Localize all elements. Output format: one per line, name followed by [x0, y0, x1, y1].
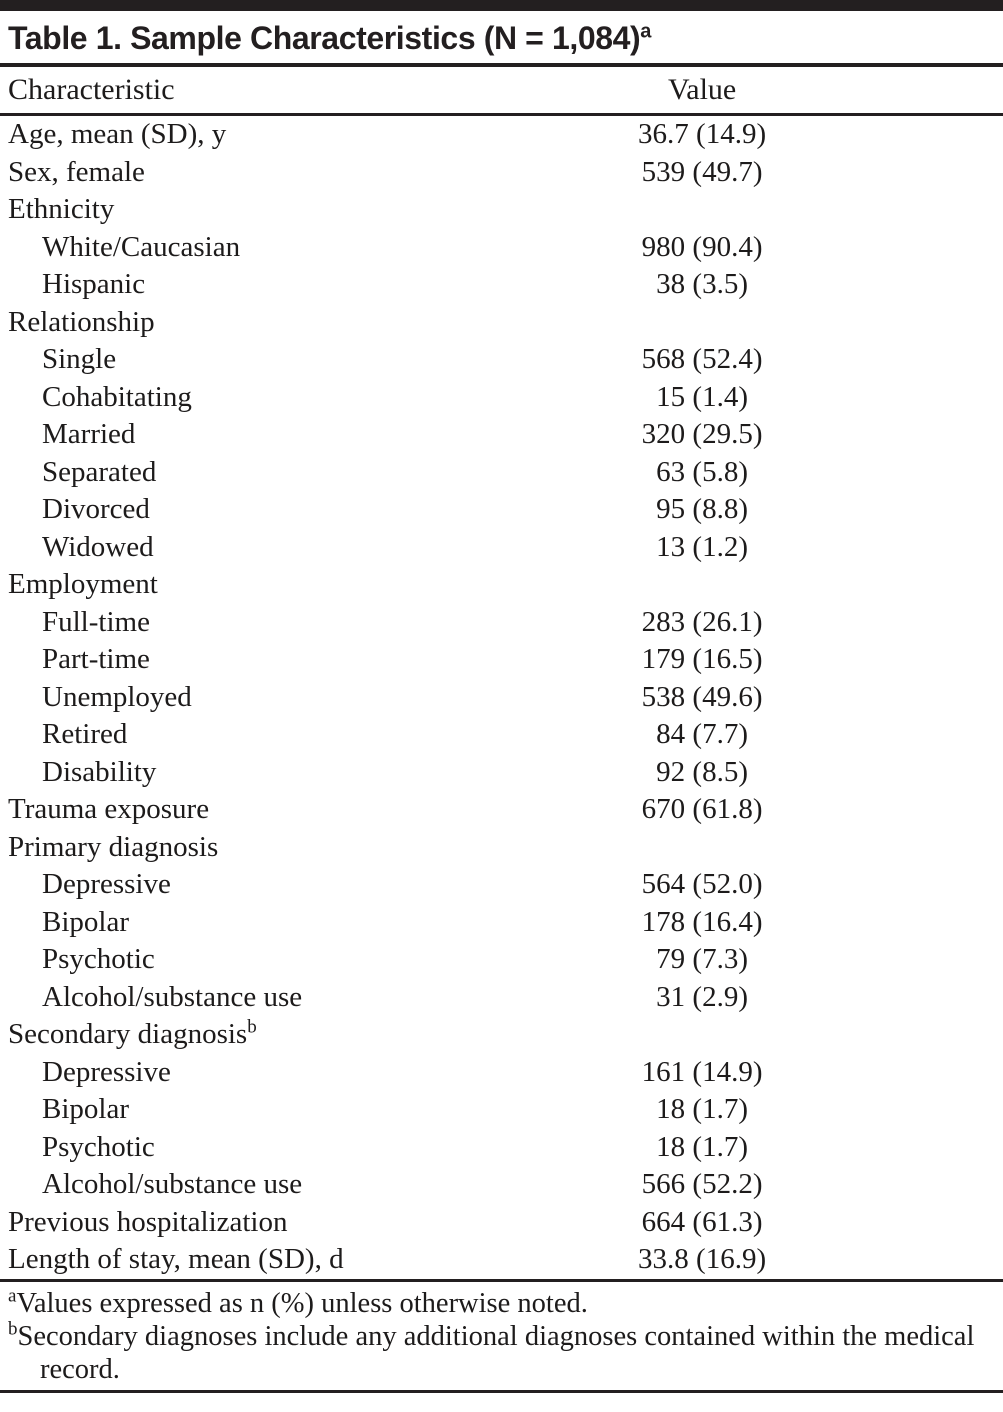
row-label: Unemployed	[42, 680, 192, 713]
row-label: Part-time	[42, 643, 150, 675]
table-row	[0, 1016, 1003, 1054]
row-label: Alcohol/substance use	[42, 980, 303, 1013]
row-label: Primary diagnosis	[8, 830, 219, 863]
row-label: White/Caucasian	[42, 230, 241, 263]
row-value: 63 (5.8)	[656, 455, 748, 488]
row-label: Cohabitating	[42, 380, 192, 413]
table-row	[0, 304, 1003, 342]
table-row	[0, 716, 1003, 754]
row-value: 18 (1.7)	[656, 1130, 748, 1163]
row-label: Hispanic	[42, 268, 146, 300]
row-label: Ethnicity	[8, 193, 115, 225]
row-label: Employment	[8, 568, 158, 600]
row-value: 92 (8.5)	[656, 755, 748, 788]
row-label: Alcohol/substance use	[42, 1168, 303, 1200]
divider-bottom	[0, 1390, 1003, 1393]
row-value: 161 (14.9)	[641, 1055, 763, 1088]
table-row	[0, 1204, 1003, 1242]
table-header	[0, 67, 1003, 113]
row-value: 564 (52.0)	[641, 868, 763, 900]
column-header-characteristic: Characteristic	[8, 73, 175, 106]
row-label: Bipolar	[42, 1093, 129, 1125]
table-row	[0, 866, 1003, 904]
row-label: Secondary diagnosis$^b$	[8, 1016, 257, 1050]
table-row	[0, 229, 1003, 267]
row-value: 568 (52.4)	[641, 343, 763, 375]
row-value: 15 (1.4)	[656, 380, 748, 413]
row-label: Full-time	[42, 605, 150, 638]
sample-characteristics-table	[0, 67, 1003, 113]
table-row	[0, 979, 1003, 1017]
row-value: 38 (3.5)	[656, 268, 748, 300]
table-row	[0, 641, 1003, 679]
sample-characteristics-body	[0, 116, 1003, 1279]
footnotes	[0, 1282, 1003, 1390]
table-row	[0, 904, 1003, 942]
row-label: Single	[42, 343, 117, 375]
table-row	[0, 1091, 1003, 1129]
footnote: $^a$Values expressed as n (%) unless otherwise noted.	[8, 1285, 588, 1319]
row-value: 670 (61.8)	[641, 793, 763, 825]
row-label: Divorced	[42, 493, 150, 525]
row-value	[401, 566, 1003, 604]
row-value: 179 (16.5)	[641, 643, 763, 675]
row-label: Previous hospitalization	[8, 1205, 288, 1238]
row-value: 539 (49.7)	[641, 155, 763, 188]
row-value: 178 (16.4)	[641, 905, 763, 938]
table-title-footnote-marker: a	[640, 20, 652, 43]
table-row	[0, 1241, 1003, 1279]
row-value: 33.8 (16.9)	[638, 1243, 767, 1275]
row-label-footnote-marker: b	[247, 1016, 257, 1038]
table-row	[0, 829, 1003, 867]
column-header-value: Value	[667, 73, 737, 106]
table-row	[0, 454, 1003, 492]
top-rule-bar	[0, 0, 1003, 11]
table-row	[0, 679, 1003, 717]
table-row	[0, 116, 1003, 154]
row-label: Bipolar	[42, 905, 129, 938]
table-row	[0, 566, 1003, 604]
row-value: 980 (90.4)	[641, 230, 763, 263]
footnote-marker: b	[8, 1318, 18, 1339]
row-value	[401, 304, 1003, 342]
table-row	[0, 416, 1003, 454]
row-value: 13 (1.2)	[656, 530, 748, 563]
row-value: 31 (2.9)	[656, 980, 748, 1013]
row-value	[401, 829, 1003, 867]
table-row	[0, 491, 1003, 529]
row-label: Widowed	[42, 530, 154, 563]
table-row	[0, 379, 1003, 417]
table-title	[0, 11, 1003, 63]
table-row	[0, 1129, 1003, 1167]
row-label: Sex, female	[8, 155, 145, 188]
footnote-marker: a	[8, 1285, 17, 1306]
row-value	[401, 191, 1003, 229]
footnote: $^b$Secondary diagnoses include any additional diagnoses contained within the medical record.	[8, 1318, 975, 1385]
row-label: Married	[42, 418, 136, 450]
row-label: Trauma exposure	[8, 793, 210, 825]
row-label: Separated	[42, 455, 157, 488]
table-row	[0, 341, 1003, 379]
row-value: 566 (52.2)	[641, 1168, 763, 1200]
table-title-text: Table 1. Sample Characteristics (N = 1,084)	[8, 20, 641, 56]
row-value: 84 (7.7)	[656, 718, 748, 750]
row-value: 79 (7.3)	[656, 943, 748, 975]
table-row	[0, 791, 1003, 829]
row-value: 283 (26.1)	[641, 605, 763, 638]
row-label: Relationship	[8, 305, 155, 338]
row-label: Length of stay, mean (SD), d	[8, 1243, 344, 1275]
row-value: 320 (29.5)	[641, 418, 763, 450]
row-label: Age, mean (SD), y	[8, 118, 227, 150]
row-label: Psychotic	[42, 943, 155, 975]
row-value: 664 (61.3)	[641, 1205, 763, 1238]
table-row	[0, 266, 1003, 304]
table-row	[0, 941, 1003, 979]
row-value: 18 (1.7)	[656, 1093, 748, 1125]
row-label: Retired	[42, 718, 128, 750]
header-row	[0, 67, 1003, 113]
table-row	[0, 154, 1003, 192]
row-label: Psychotic	[42, 1130, 155, 1163]
row-value: 36.7 (14.9)	[638, 118, 767, 150]
table-row	[0, 529, 1003, 567]
row-label: Depressive	[42, 1055, 171, 1088]
table-body	[0, 116, 1003, 1279]
table-row	[0, 604, 1003, 642]
table-row	[0, 1054, 1003, 1092]
row-label: Depressive	[42, 868, 171, 900]
row-value: 95 (8.8)	[656, 493, 748, 525]
table-row	[0, 1166, 1003, 1204]
table-row	[0, 754, 1003, 792]
row-value	[401, 1016, 1003, 1054]
row-label: Disability	[42, 755, 157, 788]
table-row	[0, 191, 1003, 229]
row-value: 538 (49.6)	[641, 680, 763, 713]
